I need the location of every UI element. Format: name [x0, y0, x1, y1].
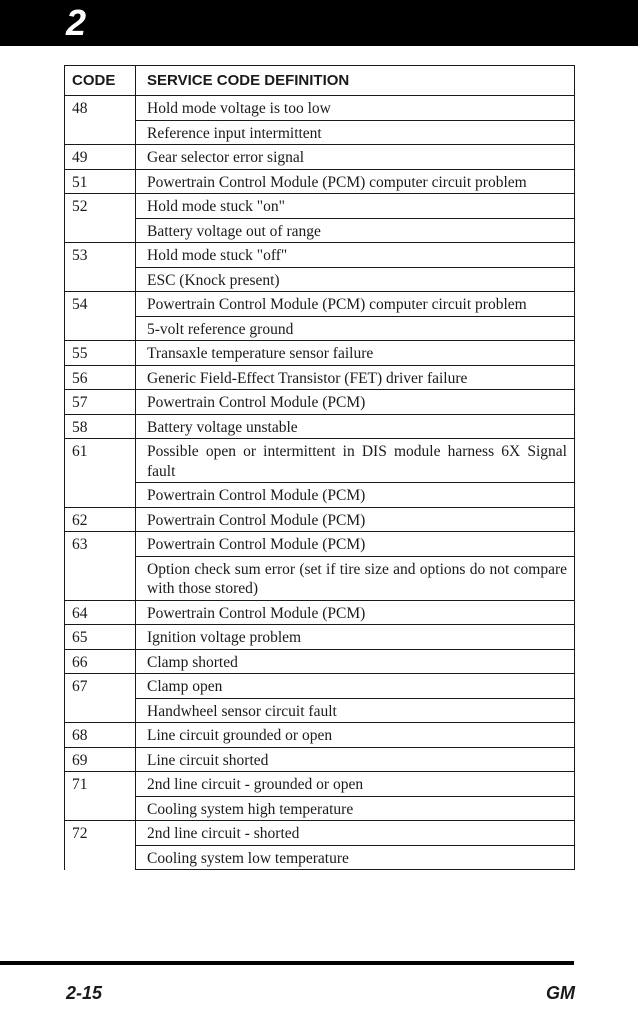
- code-cell: 69: [65, 747, 136, 772]
- definition-cell: Battery voltage unstable: [136, 414, 575, 439]
- table-row: [65, 845, 575, 870]
- table-row: [65, 674, 575, 699]
- definition-cell: Hold mode stuck "off": [136, 243, 575, 268]
- table-row: [65, 532, 575, 557]
- code-cell: 54: [65, 292, 136, 341]
- definition-cell: 2nd line circuit - grounded or open: [136, 772, 575, 797]
- table-row: [65, 723, 575, 748]
- code-cell: 72: [65, 821, 136, 870]
- definition-cell: Line circuit grounded or open: [136, 723, 575, 748]
- page-number: 2-15: [66, 983, 103, 1003]
- definition-cell: Powertrain Control Module (PCM): [136, 507, 575, 532]
- chapter-header-bar: [0, 0, 638, 46]
- table-row: [65, 698, 575, 723]
- code-cell: 57: [65, 390, 136, 415]
- table-row: [65, 218, 575, 243]
- table-row: [65, 145, 575, 170]
- definition-cell: Reference input intermittent: [136, 120, 575, 145]
- table-row: [65, 96, 575, 121]
- code-cell: 66: [65, 649, 136, 674]
- definition-cell: Ignition voltage problem: [136, 625, 575, 650]
- code-cell: 65: [65, 625, 136, 650]
- table-row: [65, 267, 575, 292]
- column-header-code: CODE: [65, 66, 136, 96]
- code-cell: 62: [65, 507, 136, 532]
- definition-cell: Powertrain Control Module (PCM): [136, 483, 575, 508]
- code-cell: 71: [65, 772, 136, 821]
- table-row: [65, 243, 575, 268]
- code-cell: 53: [65, 243, 136, 292]
- table-row: [65, 120, 575, 145]
- service-code-table: [64, 65, 575, 870]
- definition-cell: Clamp open: [136, 674, 575, 699]
- code-cell: 67: [65, 674, 136, 723]
- table-body: [65, 96, 575, 870]
- definition-cell: Powertrain Control Module (PCM): [136, 532, 575, 557]
- table-row: [65, 483, 575, 508]
- definition-cell: Powertrain Control Module (PCM) computer circuit problem: [136, 169, 575, 194]
- code-cell: 51: [65, 169, 136, 194]
- chapter-number: 2: [66, 2, 87, 43]
- code-cell: 63: [65, 532, 136, 601]
- brand-label: GM: [546, 983, 575, 1003]
- code-cell: 61: [65, 439, 136, 508]
- table-row: [65, 341, 575, 366]
- definition-cell: Possible open or intermittent in DIS module harness 6X Signal fault: [136, 439, 575, 483]
- definition-cell: Clamp shorted: [136, 649, 575, 674]
- definition-cell: Powertrain Control Module (PCM) computer circuit problem: [136, 292, 575, 317]
- table-row: [65, 625, 575, 650]
- definition-cell: Cooling system high temperature: [136, 796, 575, 821]
- table-row: [65, 772, 575, 797]
- definition-cell: Transaxle temperature sensor failure: [136, 341, 575, 366]
- definition-cell: 2nd line circuit - shorted: [136, 821, 575, 846]
- definition-cell: Cooling system low temperature: [136, 845, 575, 870]
- definition-cell: Line circuit shorted: [136, 747, 575, 772]
- table-row: [65, 747, 575, 772]
- definition-cell: ESC (Knock present): [136, 267, 575, 292]
- table-row: [65, 796, 575, 821]
- table-row: [65, 414, 575, 439]
- code-cell: 64: [65, 600, 136, 625]
- table-row: [65, 316, 575, 341]
- footer-rule: [0, 961, 574, 965]
- definition-cell: Hold mode stuck "on": [136, 194, 575, 219]
- table-row: [65, 439, 575, 483]
- definition-cell: 5-volt reference ground: [136, 316, 575, 341]
- table-row: [65, 821, 575, 846]
- table-row: [65, 556, 575, 600]
- definition-cell: Powertrain Control Module (PCM): [136, 600, 575, 625]
- column-header-definition: SERVICE CODE DEFINITION: [136, 66, 575, 96]
- definition-cell: Powertrain Control Module (PCM): [136, 390, 575, 415]
- code-cell: 68: [65, 723, 136, 748]
- definition-cell: Option check sum error (set if tire size and options do not compare with those stored): [136, 556, 575, 600]
- table-row: [65, 194, 575, 219]
- definition-cell: Generic Field-Effect Transistor (FET) driver failure: [136, 365, 575, 390]
- table-row: [65, 600, 575, 625]
- code-cell: 48: [65, 96, 136, 145]
- definition-cell: Hold mode voltage is too low: [136, 96, 575, 121]
- table-row: [65, 169, 575, 194]
- table-row: [65, 507, 575, 532]
- code-cell: 55: [65, 341, 136, 366]
- table-row: [65, 390, 575, 415]
- code-cell: 49: [65, 145, 136, 170]
- table-row: [65, 649, 575, 674]
- table-row: [65, 292, 575, 317]
- code-cell: 52: [65, 194, 136, 243]
- definition-cell: Battery voltage out of range: [136, 218, 575, 243]
- definition-cell: Handwheel sensor circuit fault: [136, 698, 575, 723]
- table-row: [65, 365, 575, 390]
- table-header-row: [65, 66, 575, 96]
- code-cell: 56: [65, 365, 136, 390]
- code-cell: 58: [65, 414, 136, 439]
- definition-cell: Gear selector error signal: [136, 145, 575, 170]
